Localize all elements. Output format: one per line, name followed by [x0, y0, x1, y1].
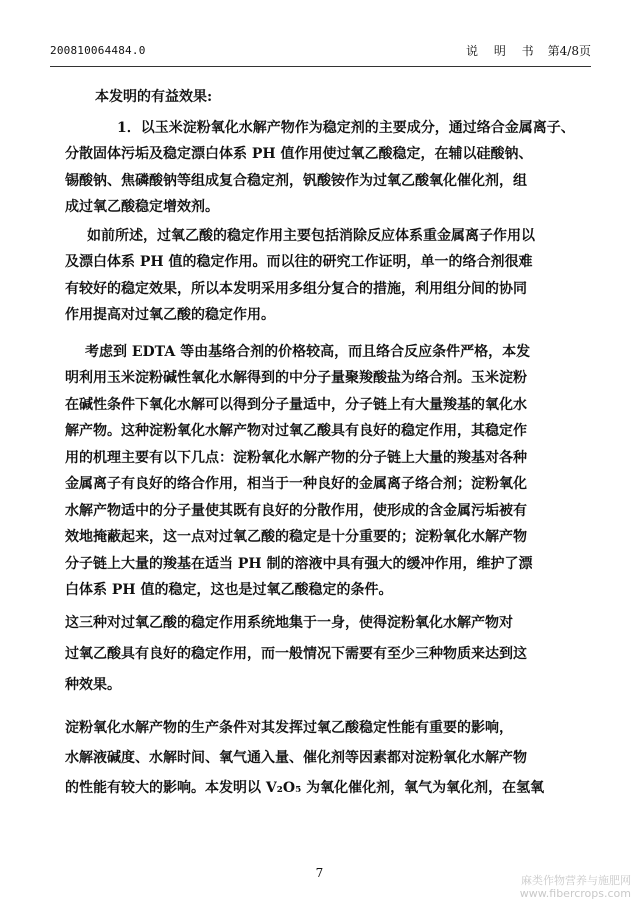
- text-line: 的性能有较大的影响。本发明以 V₂O₅ 为氧化催化剂，氧气为氧化剂，在氢氧: [65, 779, 545, 796]
- text-line: 效地掩蔽起来，这一点对过氧乙酸的稳定是十分重要的；淀粉氧化水解产物: [65, 529, 527, 545]
- text-line: 白体系 PH 值的稳定，这也是过氧乙酸稳定的条件。: [65, 582, 393, 598]
- paragraph-2: [65, 223, 575, 329]
- text-line: 淀粉氧化水解产物的生产条件对其发挥过氧乙酸稳定性能有重要的影响，: [65, 719, 513, 736]
- text-line: 水解液碱度、水解时间、氧气通入量、催化剂等因素都对淀粉氧化水解产物: [65, 749, 527, 766]
- page-info: 第4/8页: [547, 44, 591, 58]
- text-line: 考虑到 EDTA 等由基络合剂的价格较高，而且络合反应条件严格，本发: [85, 343, 531, 360]
- header-right: [466, 42, 591, 59]
- text-line: 锡酸钠、焦磷酸钠等组成复合稳定剂，钒酸铵作为过氧乙酸氧化催化剂，组: [65, 172, 527, 189]
- paragraph-4: [65, 608, 575, 701]
- body-text: [65, 84, 575, 803]
- page-number: 7: [315, 866, 324, 880]
- header-divider: [50, 66, 591, 67]
- text-line: 成过氧乙酸稳定增效剂。: [65, 199, 219, 215]
- text-line: 1．以玉米淀粉氧化水解产物作为稳定剂的主要成分，通过络合金属离子、: [117, 119, 575, 136]
- text-line: 如前所述，过氧乙酸的稳定作用主要包括消除反应体系重金属离子作用以: [87, 227, 535, 244]
- text-line: 及漂白体系 PH 值的稳定作用。而以往的研究工作证明，单一的络合剂很难: [65, 254, 533, 270]
- watermark-url: www.fibercrops.com: [519, 887, 631, 900]
- text-line: 分子链上大量的羧基在适当 PH 制的溶液中具有强大的缓冲作用，维护了漂: [65, 555, 533, 572]
- text-line: 用的机理主要有以下几点：淀粉氧化水解产物的分子链上大量的羧基对各种: [65, 449, 527, 466]
- text-line: 金属离子有良好的络合作用，相当于一种良好的金属离子络合剂；淀粉氧化: [65, 476, 527, 492]
- text-line: 种效果。: [65, 676, 121, 693]
- watermark-title: 麻类作物营养与施肥网: [521, 874, 631, 887]
- site-watermark: [520, 874, 631, 900]
- paragraph-5: [65, 713, 575, 803]
- text-line: 在碱性条件下氧化水解可以得到分子量适中，分子链上有大量羧基的氧化水: [65, 396, 527, 413]
- paragraph-3: [65, 339, 575, 604]
- section-heading: 本发明的有益效果:: [95, 89, 213, 105]
- document-type: 说 明 书: [466, 44, 540, 58]
- text-line: 解产物。这种淀粉氧化水解产物对过氧乙酸具有良好的稳定作用，其稳定作: [65, 423, 527, 439]
- text-line: 明利用玉米淀粉碱性氧化水解得到的中分子量聚羧酸盐为络合剂。玉米淀粉: [65, 370, 527, 386]
- text-line: 有较好的稳定效果，所以本发明采用多组分复合的措施，利用组分间的协同: [65, 280, 527, 297]
- text-line: 过氧乙酸具有良好的稳定作用，而一般情况下需要有至少三种物质来达到这: [65, 645, 527, 662]
- text-line: 这三种对过氧乙酸的稳定作用系统地集于一身，使得淀粉氧化水解产物对: [65, 614, 513, 631]
- document-number: 200810064484.0: [50, 44, 146, 57]
- text-line: 分散固体污垢及稳定漂白体系 PH 值作用使过氧乙酸稳定，在辅以硅酸钠、: [65, 146, 533, 162]
- text-line: 水解产物适中的分子量使其既有良好的分散作用，使形成的含金属污垢被有: [65, 502, 527, 519]
- text-line: 作用提高对过氧乙酸的稳定作用。: [65, 307, 275, 323]
- page-header: [50, 40, 591, 62]
- paragraph-1: [65, 115, 575, 221]
